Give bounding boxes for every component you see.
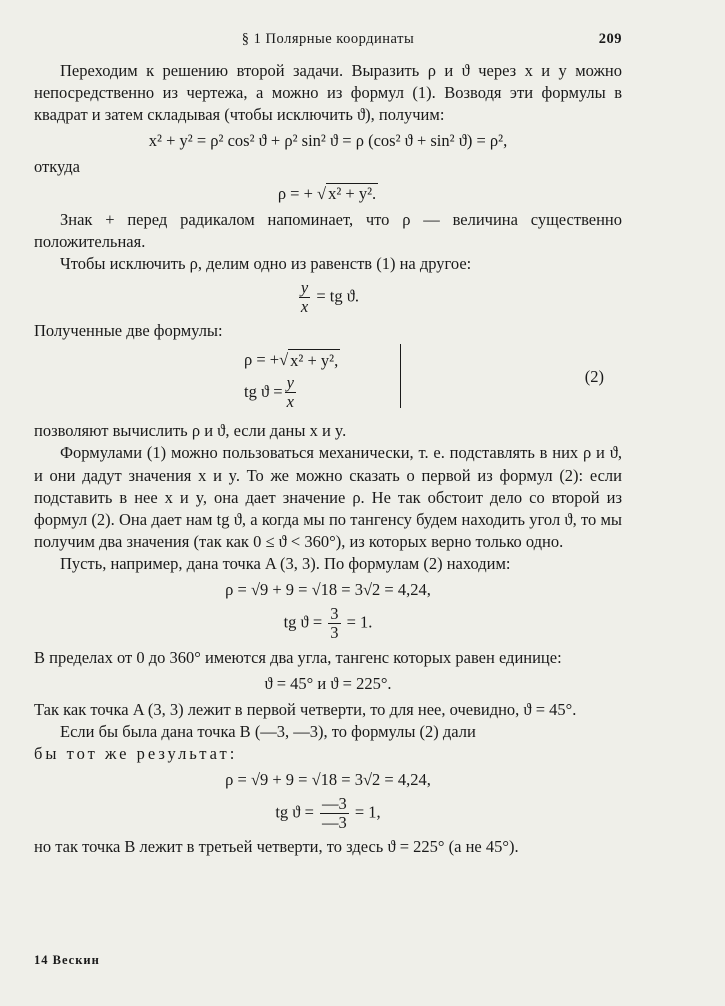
radical-sign: √ (317, 183, 327, 203)
equation-number: (2) (584, 367, 604, 387)
equation-5 (34, 605, 622, 642)
equation-7: ρ = √9 + 9 = √18 = 3√2 = 4,24, (225, 770, 431, 790)
equation-8-left: tg ϑ = (275, 802, 318, 822)
system-line-1-radicand: x² + y², (288, 349, 340, 372)
page (34, 30, 622, 859)
denominator: 3 (330, 623, 339, 643)
equation-3 (34, 279, 622, 316)
paragraph-11-line-2: бы тот же результат: (34, 743, 238, 763)
paragraph-5: Полученные две формулы: (34, 321, 223, 341)
running-header (34, 30, 622, 56)
paragraph-6: позволяют вычислить ρ и ϑ, если даны x и y. (34, 421, 347, 441)
equation-2-left: ρ = + (277, 183, 318, 203)
paragraph-9: В пределах от 0 до 360° имеются два угла, тангенс которых равен единице: (34, 647, 562, 667)
equation-5-left: tg ϑ = (283, 612, 327, 632)
paragraph-4: Чтобы исключить ρ, делим одно из равенств (1) на другое: (60, 253, 472, 273)
paragraph-12: но так точка B лежит в третьей четверти, то здесь ϑ = 225° (а не 45°). (34, 837, 519, 857)
signature-mark: 14 Вескин (34, 953, 100, 967)
equation-2 (34, 183, 622, 205)
equation-8 (34, 795, 622, 832)
equation-8-right: = 1, (350, 802, 381, 822)
paragraph-10: Так как точка A (3, 3) лежит в первой четверти, то для нее, очевидно, ϑ = 45°. (34, 699, 577, 719)
equation-5-right: = 1. (342, 612, 373, 632)
numerator: 3 (330, 604, 339, 624)
equation-2-radicand: x² + y². (328, 183, 377, 203)
equation-6: ϑ = 45° и ϑ = 225°. (264, 673, 392, 693)
paragraph-2: откуда (34, 157, 80, 177)
numerator: y (300, 277, 309, 297)
denominator: x (286, 391, 294, 411)
fraction-neg3-over-neg3 (320, 795, 349, 832)
system-line-1-left: ρ = + (244, 350, 280, 370)
section-title: § 1 Полярные координаты (241, 31, 415, 47)
denominator: x (300, 297, 309, 317)
page-number: 209 (598, 31, 622, 47)
system-line-1 (244, 344, 400, 376)
paragraph-1: Переходим к решению второй задачи. Выразить ρ и ϑ через x и y можно непосредственно из чертежа, а можно из формул (1). Возводя эти формулы в квадрат и затем складывая (чтобы исключить ϑ), получим: (34, 61, 622, 125)
equation-1: x² + y² = ρ² cos² ϑ + ρ² sin² ϑ = ρ (cos² ϑ + sin² ϑ) = ρ², (148, 131, 508, 151)
system-lines (244, 344, 401, 411)
fraction-y-over-x (299, 279, 310, 316)
numerator: —3 (322, 794, 347, 814)
paragraph-3: Знак + перед радикалом напоминает, что ρ — величина существенно положительная. (34, 209, 622, 251)
system-line-2 (244, 372, 400, 411)
paragraph-11-line-1: Если бы была дана точка B (—3, —3), то формулы (2) дали (60, 721, 476, 741)
paragraph-8: Пусть, например, дана точка A (3, 3). По формулам (2) находим: (60, 554, 511, 574)
fraction-3-over-3 (328, 605, 340, 642)
equation-system-2 (34, 344, 622, 416)
radical-sign: √ (279, 350, 289, 370)
equation-3-right: = tg ϑ. (312, 286, 360, 306)
paragraph-7: Формулами (1) можно пользоваться механически, т. е. подставлять в них ρ и ϑ, и они дадут значения x и y. То же можно сказать о первой из формул (2): если подставить в нее x и y, она дает значение ρ. Не так обстоит дело со второй из формул (2). Она дает нам tg ϑ, а когда мы по тангенсу будем находить угол ϑ, то мы получим два значения (так как 0 ≤ ϑ < 360°), из которых верно только одно. (34, 443, 622, 551)
equation-4: ρ = √9 + 9 = √18 = 3√2 = 4,24, (225, 580, 431, 600)
denominator: —3 (322, 813, 347, 833)
system-line-2-left: tg ϑ = (244, 382, 283, 402)
fraction-y-over-x (285, 374, 296, 411)
numerator: y (286, 372, 294, 392)
